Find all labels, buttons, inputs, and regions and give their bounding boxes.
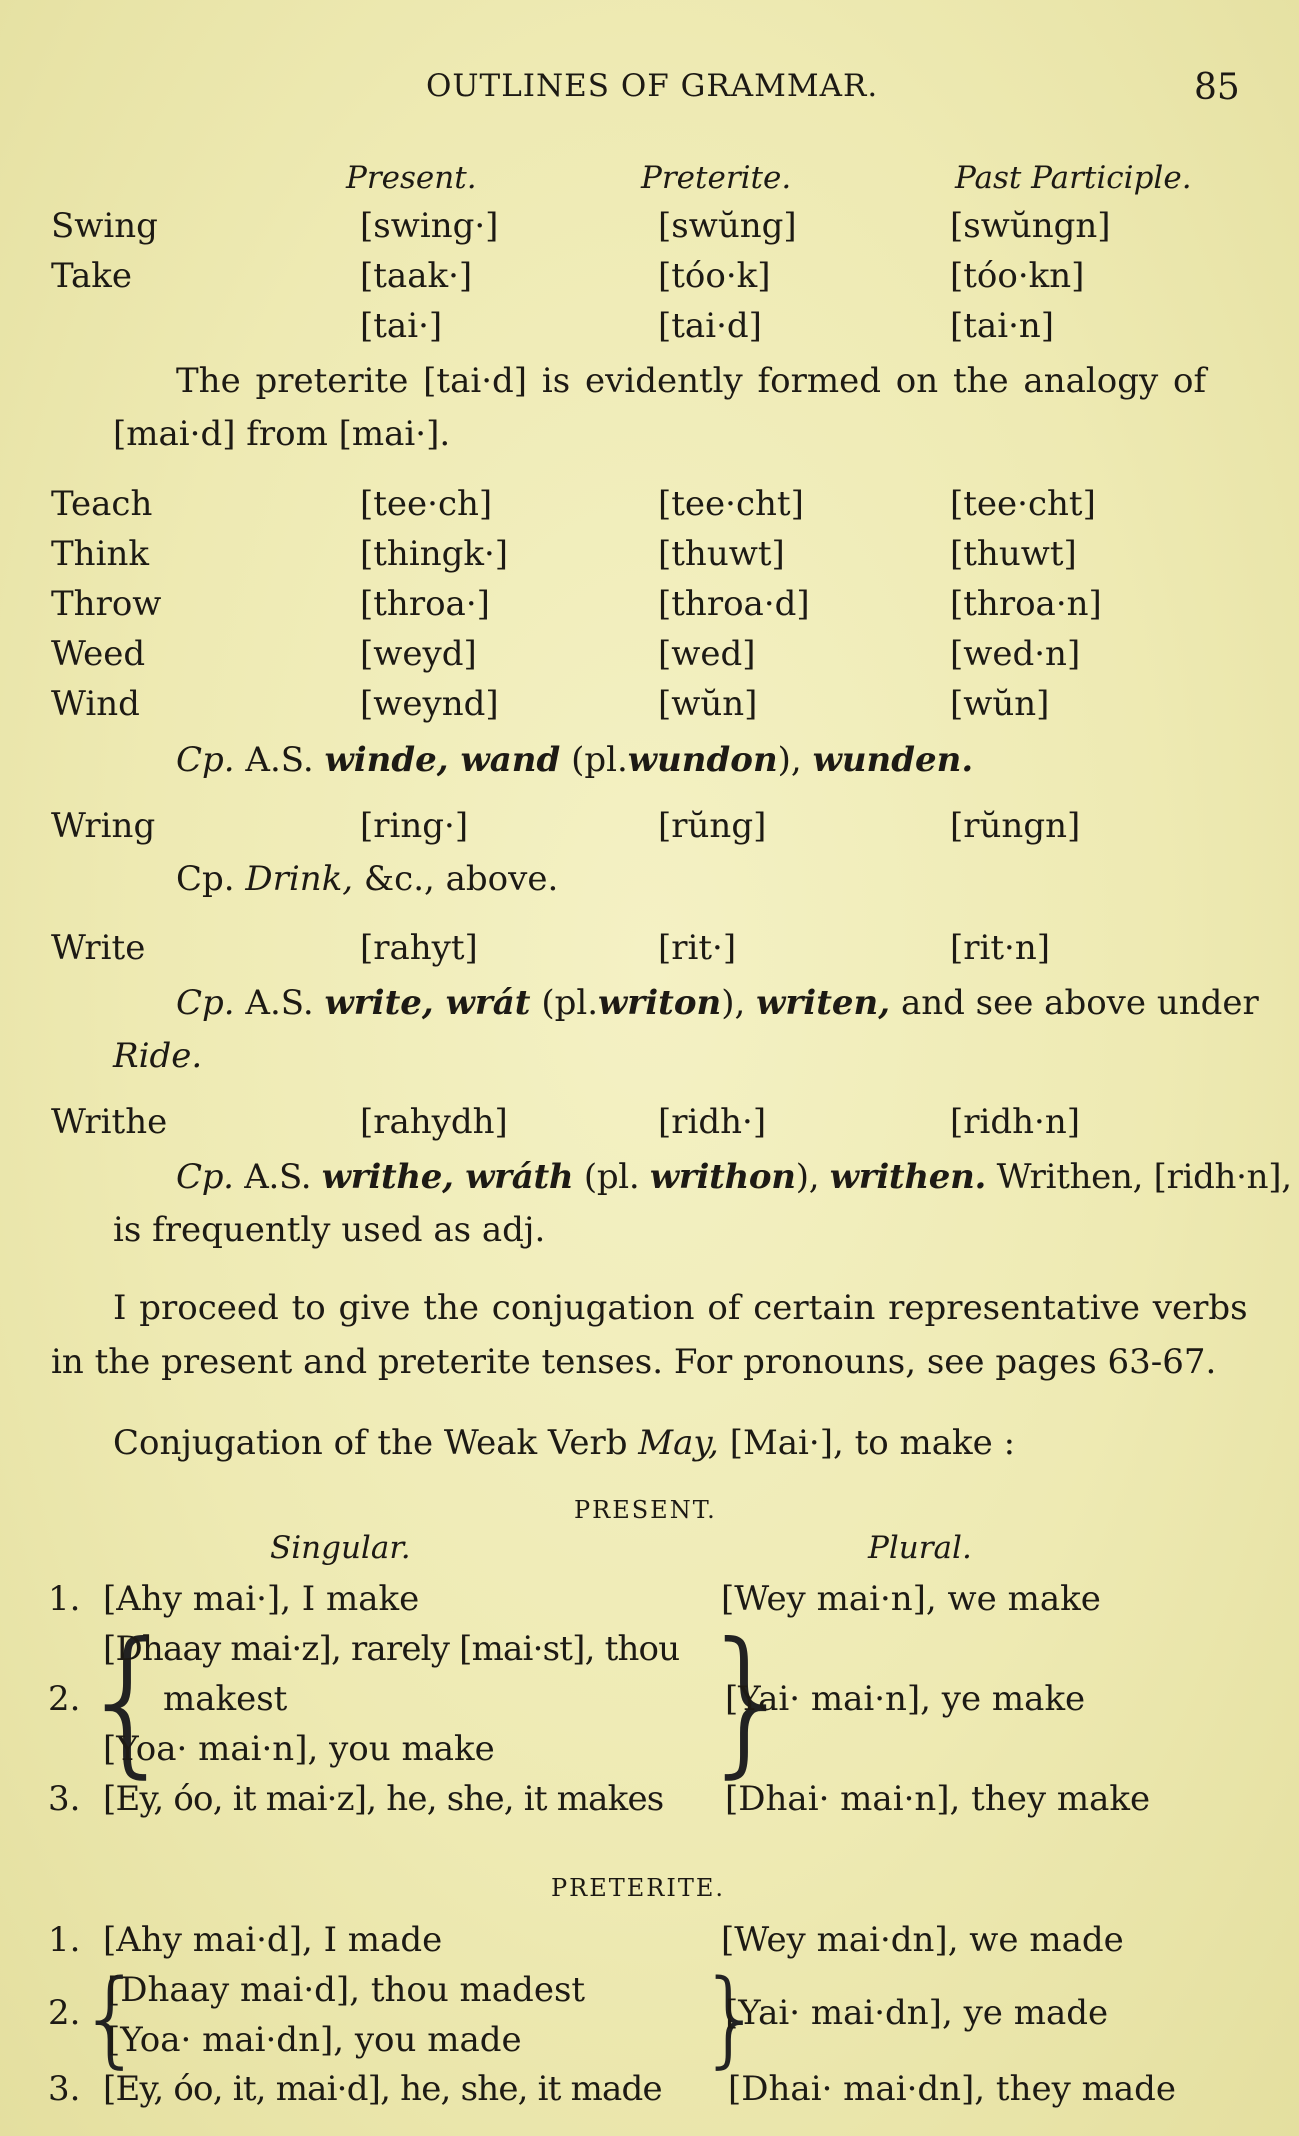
verb-preterite: [tee·cht]: [658, 484, 804, 524]
verb-participle: [wŭn]: [950, 684, 1050, 724]
verb-present: [rahyt]: [360, 928, 478, 968]
verb-word: Write: [51, 928, 146, 968]
verb-preterite: [wŭn]: [658, 684, 758, 724]
preterite-singular-2b: [Yoa· mai·dn], you made: [107, 2020, 522, 2060]
present-plural-2: [Yai· mai·n], ye make: [725, 1679, 1086, 1719]
verb-present: [weyd]: [360, 634, 477, 674]
verb-preterite: [tai·d]: [658, 306, 762, 346]
verb-participle: [rŭngn]: [950, 806, 1081, 846]
note-taid-line2: [mai·d] from [mai·].: [113, 414, 451, 454]
present-singular-2b: makest: [163, 1679, 288, 1719]
person-number: 3.: [48, 2069, 81, 2109]
verb-present: [weynd]: [360, 684, 499, 724]
verb-preterite: [wed]: [658, 634, 756, 674]
verb-participle: [tai·n]: [950, 306, 1055, 346]
left-brace: {: [78, 1609, 179, 1793]
col-header-preterite: Preterite.: [641, 160, 792, 196]
present-singular-3: [Ey, óo, it mai·z], he, she, it makes: [103, 1779, 664, 1819]
note-write-line1: Cp. A.S. write, wrát (pl.writon), writen, and see above under: [176, 983, 1259, 1023]
note-writhe-line2: is frequently used as adj.: [113, 1210, 546, 1250]
present-plural-1: [Wey mai·n], we make: [721, 1579, 1101, 1619]
verb-word: Weed: [51, 634, 146, 674]
col-header-present: Present.: [346, 160, 477, 196]
preterite-heading: PRETERITE.: [551, 1874, 725, 1902]
verb-present: [throa·]: [360, 584, 490, 624]
singular-heading: Singular.: [270, 1530, 411, 1566]
verb-participle: [throa·n]: [950, 584, 1102, 624]
left-brace: {: [78, 1957, 145, 2079]
note-write-line2: Ride.: [113, 1036, 203, 1076]
person-number: 1.: [48, 1579, 81, 1619]
verb-participle: [ridh·n]: [950, 1102, 1081, 1142]
plural-heading: Plural.: [868, 1530, 972, 1566]
person-number: 2.: [48, 1993, 81, 2033]
verb-participle: [thuwt]: [950, 534, 1077, 574]
present-heading: PRESENT.: [574, 1496, 717, 1524]
preterite-singular-3: [Ey, óo, it, mai·d], he, she, it made: [103, 2069, 662, 2109]
running-title: OUTLINES OF GRAMMAR.: [426, 68, 879, 104]
person-number: 3.: [48, 1779, 81, 1819]
person-number: 2.: [48, 1679, 81, 1719]
preterite-singular-1: [Ahy mai·d], I made: [103, 1920, 443, 1960]
verb-participle: [rit·n]: [950, 928, 1051, 968]
verb-word: Teach: [51, 484, 153, 524]
verb-participle: [tee·cht]: [950, 484, 1096, 524]
preterite-plural-3: [Dhai· mai·dn], they made: [728, 2069, 1177, 2109]
note-wind: Cp. A.S. winde, wand (pl.wundon), wunden.: [176, 740, 974, 780]
verb-preterite: [ridh·]: [658, 1102, 767, 1142]
paragraph-line1: I proceed to give the conjugation of certain representative verbs: [113, 1288, 1248, 1328]
present-plural-3: [Dhai· mai·n], they make: [725, 1779, 1151, 1819]
verb-preterite: [thuwt]: [658, 534, 785, 574]
paragraph-line2: in the present and preterite tenses. For pronouns, see pages 63-67.: [51, 1342, 1217, 1382]
verb-participle: [tóo·kn]: [950, 256, 1085, 296]
verb-present: [ring·]: [360, 806, 469, 846]
present-singular-2a: [Dhaay mai·z], rarely [mai·st], thou: [103, 1629, 680, 1669]
verb-word: Throw: [51, 584, 162, 624]
present-singular-2c: [Yoa· mai·n], you make: [103, 1729, 495, 1769]
col-header-past-participle: Past Participle.: [955, 160, 1192, 196]
verb-word: Wind: [51, 684, 140, 724]
person-number: 1.: [48, 1920, 81, 1960]
page-number: 85: [1194, 67, 1240, 108]
note-writhe-line1: Cp. A.S. writhe, wráth (pl. writhon), writhen. Writhen, [ridh·n],: [176, 1157, 1292, 1197]
right-brace: }: [698, 1957, 765, 2079]
preterite-plural-2: [Yai· mai·dn], ye made: [725, 1993, 1109, 2033]
verb-preterite: [throa·d]: [658, 584, 810, 624]
verb-preterite: [rit·]: [658, 928, 737, 968]
note-wring: Cp. Drink, &c., above.: [176, 859, 559, 899]
verb-present: [thingk·]: [360, 534, 509, 574]
preterite-singular-2a: [Dhaay mai·d], thou madest: [107, 1970, 586, 2010]
verb-word: Wring: [51, 806, 156, 846]
verb-word: Writhe: [51, 1102, 168, 1142]
verb-present: [tai·]: [360, 306, 443, 346]
verb-present: [rahydh]: [360, 1102, 508, 1142]
verb-word: Swing: [51, 206, 158, 246]
verb-present: [swing·]: [360, 206, 499, 246]
verb-present: [tee·ch]: [360, 484, 493, 524]
verb-participle: [wed·n]: [950, 634, 1081, 674]
present-singular-1: [Ahy mai·], I make: [103, 1579, 420, 1619]
preterite-plural-1: [Wey mai·dn], we made: [721, 1920, 1124, 1960]
conjugation-title: Conjugation of the Weak Verb May, [Mai·], to make :: [113, 1423, 1016, 1463]
verb-preterite: [tóo·k]: [658, 256, 771, 296]
verb-participle: [swŭngn]: [950, 206, 1111, 246]
note-taid-line1: The preterite [tai·d] is evidently formed on the analogy of: [176, 361, 1207, 401]
verb-present: [taak·]: [360, 256, 473, 296]
right-brace: }: [698, 1609, 799, 1793]
verb-preterite: [rŭng]: [658, 806, 767, 846]
verb-word: Think: [51, 534, 149, 574]
verb-word: Take: [51, 256, 133, 296]
verb-preterite: [swŭng]: [658, 206, 797, 246]
